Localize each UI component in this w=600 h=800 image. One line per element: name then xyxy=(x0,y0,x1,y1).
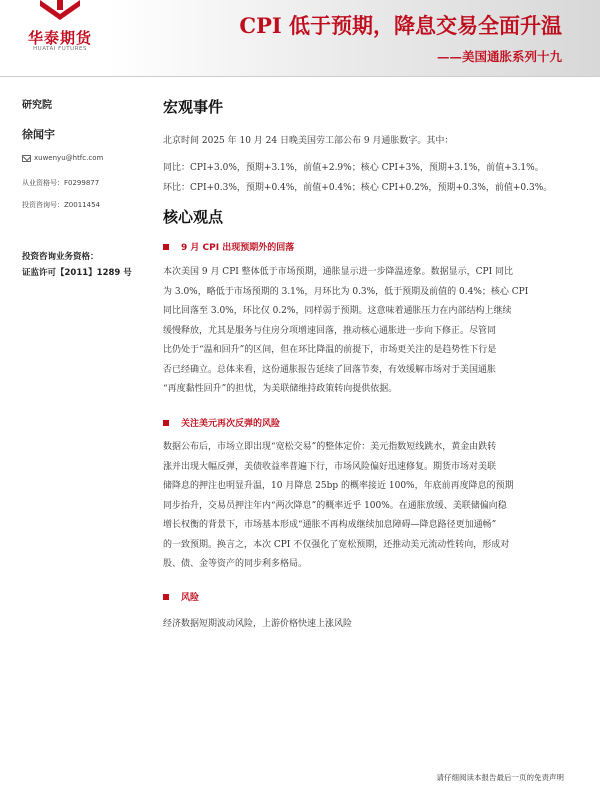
section-1-title xyxy=(163,240,294,253)
paragraph-line: 股、债、金等资产的同步利多格局。 xyxy=(163,559,308,569)
paragraph-line: 储降息的押注也明显升温，10 月降息 25bp 的概率接近 100%，年底前再度降息的预期 xyxy=(163,481,514,491)
paragraph-line: 增长权衡的背景下，市场基本形成“通胀不再构成继续加息障碍—降息路径更加通畅” xyxy=(163,520,497,530)
section-3-title-text: 风险 xyxy=(181,593,200,603)
analyst-email[interactable] xyxy=(22,154,103,162)
logo-english-name: HUATAI FUTURES xyxy=(33,46,87,52)
section-2-title-text: 关注美元再次反弹的风险 xyxy=(181,419,281,429)
section-2-body xyxy=(163,438,575,575)
report-subtitle: ——美国通胀系列十九 xyxy=(436,49,562,64)
paragraph-line: 缓慢释放，尤其是服务与住房分项增速回落，推动核心通胀进一步向下修正。尽管同 xyxy=(163,325,497,336)
email-text[interactable]: xuwenyu@htfc.com xyxy=(34,154,104,162)
logo-chinese-name: 华泰期货 xyxy=(27,29,92,47)
report-title: CPI 低于预期，降息交易全面升温 xyxy=(239,13,562,38)
paragraph-line: 数据公布后，市场立即出现“宽松交易”的整体定价：美元指数短线跳水，黄金由跌转 xyxy=(163,442,497,452)
section-3-body: 经济数据短期波动风险，上游价格快速上涨风险 xyxy=(163,619,353,629)
bullet-square-icon xyxy=(163,420,169,426)
section-1-body xyxy=(163,263,575,400)
macro-intro: 北京时间 2025 年 10 月 24 日晚美国劳工部公布 9 月通胀数字。其中： xyxy=(163,136,454,146)
paragraph-line: 涨并出现大幅反弹，美债收益率普遍下行，市场风险偏好迅速修复。期货市场对美联 xyxy=(163,461,497,472)
section-3-title xyxy=(163,590,199,603)
paragraph-line: 否已经确立。总体来看，这份通胀报告延续了回落节奏，有效缓解市场对于美国通胀 xyxy=(163,364,497,375)
mom-line: 环比：CPI+0.3%，预期+0.4%，前值+0.4%；核心 CPI+0.2%，预期+0.3%，前值+0.3%。 xyxy=(163,183,553,193)
paragraph-line: 本次美国 9 月 CPI 整体低于市场预期，通胀显示进一步降温迹象。数据显示，CPI 同比 xyxy=(163,267,514,277)
license-number: 证监许可【2011】1289 号 xyxy=(22,268,132,278)
macro-heading: 宏观事件 xyxy=(163,98,224,116)
paragraph-line: 同步抬升，交易员押注年内“两次降息”的概率近乎 100%。在通胀放缓、美联储偏向稳 xyxy=(163,500,507,511)
analyst-sidebar xyxy=(22,96,140,278)
paragraph-line: 同比回落至 3.0%，环比仅 0.2%，同样弱于预期。这意味着通胀压力在内部结构上继续 xyxy=(163,306,512,316)
qualification-number: 从业资格号：F0299877 xyxy=(22,179,100,187)
paragraph-line: 为 3.0%，略低于市场预期的 3.1%，月环比为 0.3%，低于预期及前值的 0.4%；核心 CPI xyxy=(163,286,529,297)
analyst-name: 徐闻宇 xyxy=(22,128,55,141)
paragraph-line: 的一致预期。换言之，本次 CPI 不仅强化了宽松预期，还推动美元流动性转向，形成对 xyxy=(163,539,510,550)
huatai-logo-icon xyxy=(40,0,80,24)
report-header xyxy=(0,0,600,77)
bullet-square-icon xyxy=(163,244,169,250)
bullet-square-icon xyxy=(163,594,169,600)
huatai-logo xyxy=(20,0,100,60)
disclaimer-footer: 请仔细阅读本报告最后一页的免责声明 xyxy=(436,773,564,782)
paragraph-line: “再度黏性回升”的担忧，为美联储维持政策转向提供依据。 xyxy=(163,384,398,394)
core-heading: 核心观点 xyxy=(163,208,224,226)
mail-icon xyxy=(22,155,31,162)
section-2-title xyxy=(163,416,280,429)
license-title: 投资咨询业务资格： xyxy=(22,252,99,262)
paragraph-line: 比仍处于“温和回升”的区间，但在环比降温的前提下，市场更关注的是趋势性下行是 xyxy=(163,345,497,355)
yoy-line: 同比：CPI+3.0%，预期+3.1%，前值+2.9%；核心 CPI+3%，预期+3.1%，前值+3.1%。 xyxy=(163,163,544,173)
consult-number: 投资咨询号：Z0011454 xyxy=(22,201,100,209)
department-label: 研究院 xyxy=(22,100,52,111)
section-1-title-text: 9 月 CPI 出现预期外的回落 xyxy=(181,243,295,253)
